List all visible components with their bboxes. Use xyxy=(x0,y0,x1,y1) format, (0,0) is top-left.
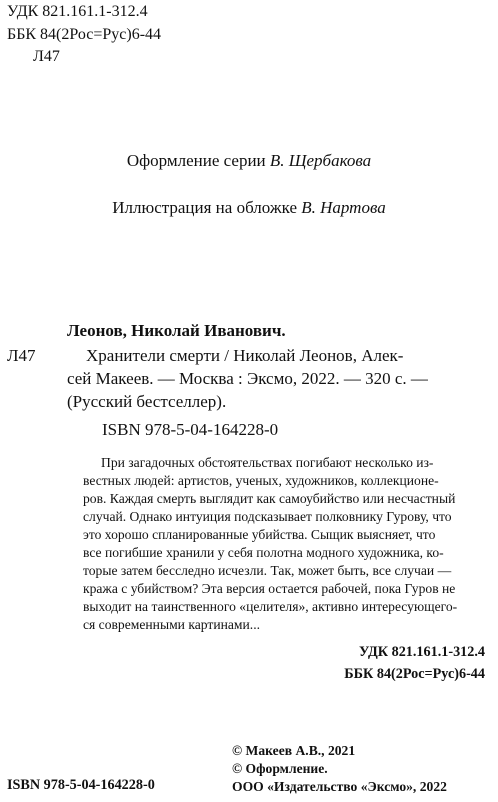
catalog-line: Хранители смерти / Николай Леонов, Алек- xyxy=(86,346,404,365)
annotation-line: ся современными картинами... xyxy=(83,617,261,632)
cover-illustration-name: В. Нартова xyxy=(301,198,386,217)
catalog-code: Л47 xyxy=(7,346,36,365)
annotation-line: При загадочных обстоятельствах погибают несколько из- xyxy=(101,455,434,470)
footer-isbn: ISBN 978-5-04-164228-0 xyxy=(7,777,155,793)
annotation-line: кража с убийством? Эта версия остается рабочей, пока Гуров не xyxy=(83,581,456,596)
series-design-credit xyxy=(0,151,498,171)
cover-illustration-credit xyxy=(0,198,498,218)
copyright-publisher: ООО «Издательство «Эксмо», 2022 xyxy=(232,779,447,794)
series-design-label: Оформление серии xyxy=(126,151,270,170)
annotation-line: выходит на таинственного «целителя», активно интересующего- xyxy=(83,599,458,614)
header-code: Л47 xyxy=(33,48,60,65)
copyright-design: © Оформление. xyxy=(232,761,328,776)
annotation-line: это хорошо спланированные убийства. Сыщик выясняет, что xyxy=(83,527,436,542)
catalog-isbn: ISBN 978-5-04-164228-0 xyxy=(102,420,279,439)
annotation-line: вестных людей: артистов, ученых, художников, коллекционе- xyxy=(83,473,439,488)
catalog-author: Леонов, Николай Иванович. xyxy=(67,321,286,340)
catalog-line: сей Макеев. — Москва : Эксмо, 2022. — 320 с. — xyxy=(67,369,428,388)
header-udk: УДК 821.161.1-312.4 xyxy=(7,3,148,20)
catalog-line: (Русский бестселлер). xyxy=(67,392,227,411)
header-bbk: ББК 84(2Рос=Рус)6-44 xyxy=(7,26,162,43)
annotation-line: случай. Однако интуиция подсказывает полковнику Гурову, что xyxy=(83,509,452,524)
annotation-line: все погибшие хранили у себя полотна модного художника, ко- xyxy=(83,545,444,560)
series-design-name: В. Щербакова xyxy=(269,151,372,170)
cover-illustration-label: Иллюстрация на обложке xyxy=(112,198,302,217)
classification-udk: УДК 821.161.1-312.4 xyxy=(359,644,485,660)
classification-bbk: ББК 84(2Рос=Рус)6-44 xyxy=(344,666,485,682)
annotation-line: ров. Каждая смерть выглядит как самоубийство или несчастный xyxy=(83,491,456,506)
annotation-line: торые затем бесследно исчезли. Так, может быть, все случаи — xyxy=(83,563,452,578)
copyright-author: © Макеев А.В., 2021 xyxy=(232,743,356,758)
